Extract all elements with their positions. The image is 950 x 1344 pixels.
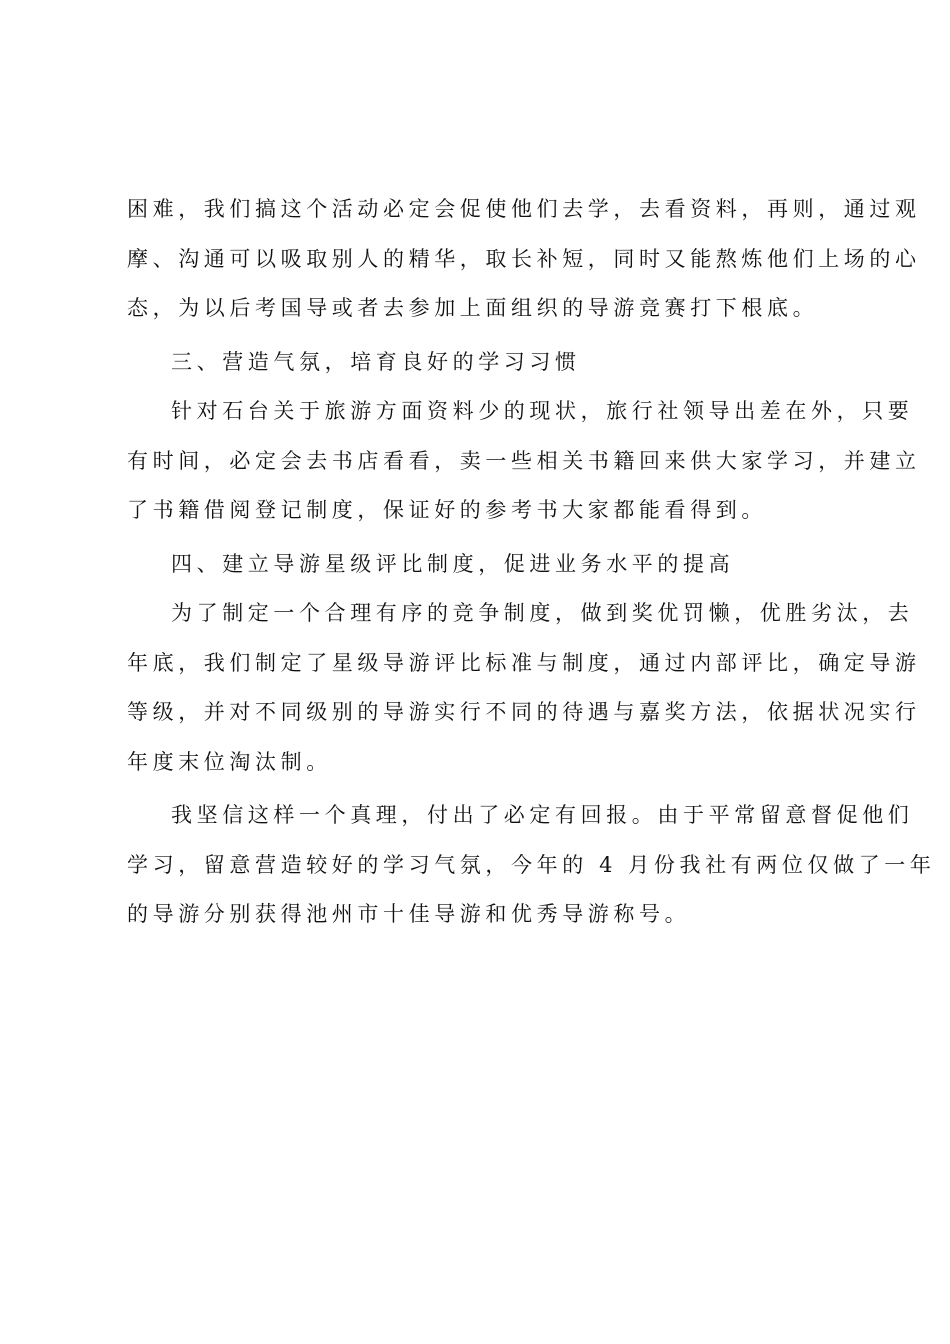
paragraph-line: 我坚信这样一个真理，付出了必定有回报。由于平常留意督促他们 [171, 803, 914, 827]
paragraph-line: 摩、沟通可以吸取别人的精华，取长补短，同时又能熬炼他们上场的心 [127, 246, 921, 271]
paragraph-line: 针对石台关于旅游方面资料少的现状，旅行社领导出差在外，只要 [171, 399, 914, 423]
paragraph-line: 了书籍借阅登记制度，保证好的参考书大家都能看得到。 [127, 498, 767, 522]
paragraph-line: 年度末位淘汰制。 [127, 749, 332, 774]
section-heading: 三、营造气氛，培育良好的学习习惯 [171, 349, 581, 374]
document-body [127, 185, 936, 940]
paragraph-line: 等级，并对不同级别的导游实行不同的待遇与嘉奖方法，依据状况实行 [127, 700, 921, 724]
paragraph-line: 为了制定一个合理有序的竞争制度，做到奖优罚懒，优胜劣汰，去 [171, 601, 914, 625]
section-heading: 四、建立导游星级评比制度，促进业务水平的提高 [171, 551, 735, 576]
paragraph-line: 困难，我们搞这个活动必定会促使他们去学，去看资料，再则，通过观 [127, 197, 921, 221]
paragraph-line: 学习，留意营造较好的学习气氛，今年的 4 月份我社有两位仅做了一年 [127, 852, 936, 877]
paragraph-line: 年底，我们制定了星级导游评比标准与制度，通过内部评比，确定导游 [127, 650, 921, 675]
paragraph-line: 态，为以后考国导或者去参加上面组织的导游竞赛打下根底。 [127, 296, 819, 320]
paragraph-line: 有时间，必定会去书店看看，卖一些相关书籍回来供大家学习，并建立 [127, 448, 921, 473]
paragraph-line: 的导游分别获得池州市十佳导游和优秀导游称号。 [127, 902, 691, 926]
